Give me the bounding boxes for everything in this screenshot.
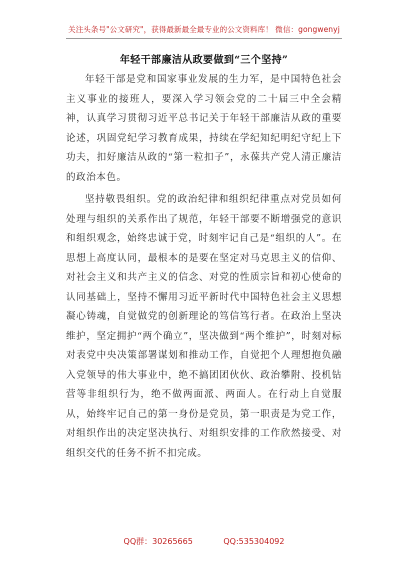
- footer-qq: QQ:535304092: [223, 537, 285, 546]
- header-divider: [66, 38, 342, 39]
- paragraph-intro-block: [66, 70, 342, 187]
- header-banner: 关注头条号"公文研究"，获得最新最全最专业的公文资料库！ 微信：gongwenyj: [68, 25, 340, 34]
- footer-qq-group: QQ群：30265665: [123, 537, 193, 546]
- paragraph-intro: 年轻干部是党和国家事业发展的生力军，是中国特色社会主义事业的接班人，要深入学习领会党的二十届三中全会精神，认真学习贯彻习近平总书记关于年轻干部廉洁从政的重要论述，巩固党纪学习教育成果，持续在学纪知纪明纪守纪上下功夫，扣好廉洁从政的“第一粒扣子”，永葆共产党人清正廉洁的政治本色。: [66, 74, 342, 183]
- footer-contact: [0, 536, 408, 547]
- paragraph-respect-organization-block: [66, 190, 342, 463]
- paragraph-respect-organization: 坚持敬畏组织。党的政治纪律和组织纪律重点对党员如何处理与组织的关系作出了规范，年轻干部要不断增强党的意识和组织观念，始终忠诚于党，时刻牢记自己是“组织的人”。在思想上高度认同，最根本的是要在坚定对马克思主义的信仰、对社会主义和共产主义的信念、对党的性质宗旨和初心使命的认同基础上，坚持不懈用习近平新时代中国特色社会主义思想凝心铸魂，自觉做党的创新理论的笃信笃行者。在政治上坚决维护，坚定拥护“两个确立”，坚决做到“两个维护”，时刻对标对表党中央决策部署谋划和推动工作，自觉把个人理想抱负融入党领导的伟大事业中，绝不搞团团伙伙、政治攀附、投机钻营等非组织行为，绝不做两面派、两面人。在行动上自觉服从，始终牢记自己的第一身份是党员，第一职责是为党工作，对组织作出的决定坚决执行、对组织安排的工作欣然接受、对组织交代的任务不折不扣完成。: [66, 194, 342, 459]
- document-title: 年轻干部廉洁从政要做到“三个坚持”: [119, 55, 289, 66]
